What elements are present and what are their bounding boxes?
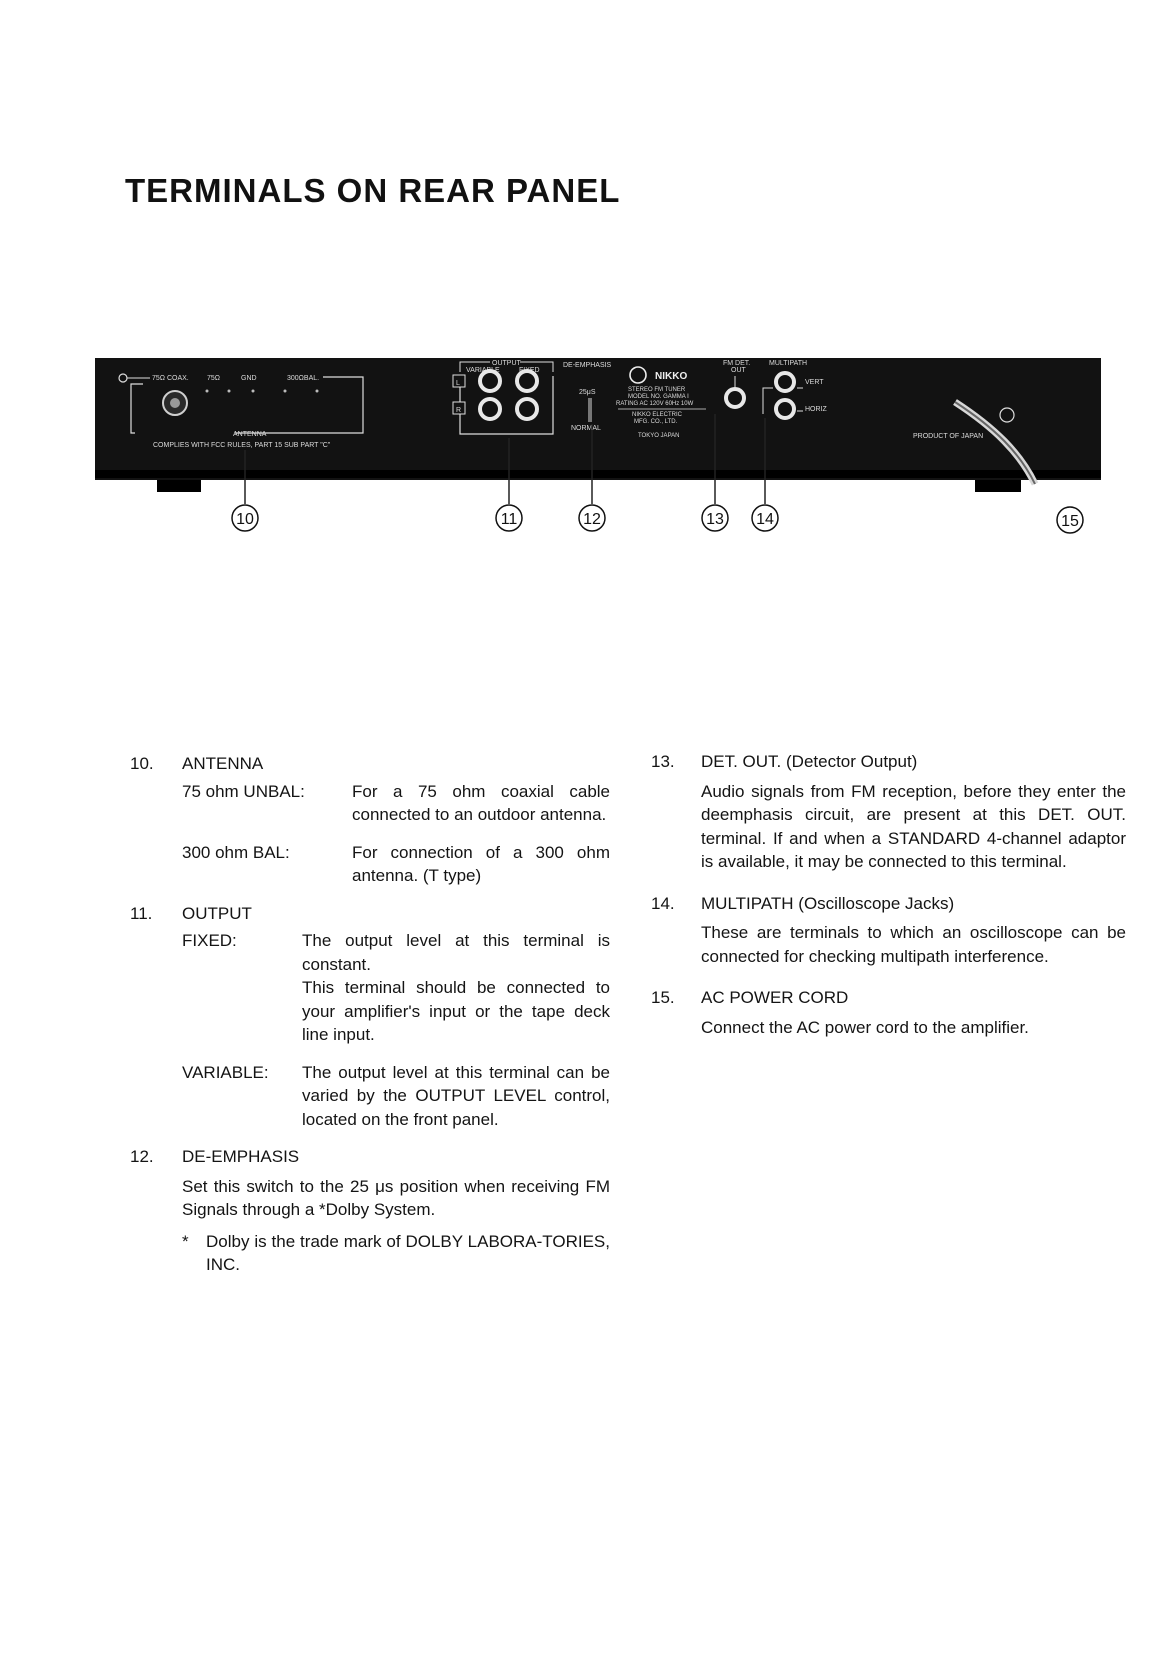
footnote-mark: * (182, 1231, 189, 1251)
panel-label-75: 75Ω (207, 375, 221, 382)
output-variable-row (182, 1061, 610, 1132)
page-title: TERMINALS ON REAR PANEL (125, 172, 621, 209)
panel-label-25us: 25μS (579, 389, 596, 396)
section-11-output (130, 902, 610, 1132)
section-number: 13. (651, 752, 675, 771)
antenna-bal-row (182, 841, 610, 888)
section-number: 15. (651, 988, 675, 1007)
callout-15-number: 15 (1061, 513, 1079, 530)
section-12-deemphasis (130, 1145, 610, 1277)
definition-term: 75 ohm UNBAL: (182, 781, 305, 801)
panel-label-maker2: MFG. CO., LTD. (634, 419, 678, 425)
panel-label-out: OUT (731, 367, 746, 374)
panel-label-fmdet: FM DET. (723, 360, 751, 367)
right-foot (975, 480, 1021, 492)
panel-brand: NIKKO (655, 371, 688, 382)
section-14-multipath (651, 892, 1126, 969)
section-15-ac-power-cord (651, 986, 1126, 1039)
panel-label-product: PRODUCT OF JAPAN (913, 433, 984, 440)
panel-label-horiz: HORIZ (805, 406, 827, 413)
deemphasis-switch-icon (588, 398, 592, 422)
callout-11-number: 11 (500, 511, 518, 528)
left-column (130, 752, 610, 1291)
section-body: Audio signals from FM reception, before they enter the deemphasis circuit, are present at this DET. OUT. terminal. If and when a STANDARD 4-channel adaptor is available, it may be connected to this terminal. (701, 781, 1126, 871)
right-column (651, 750, 1126, 1057)
section-body: These are terminals to which an oscilloscope can be connected for checking multipath interference. (701, 923, 1126, 966)
section-13-det-out (651, 750, 1126, 874)
panel-label-normal: NORMAL (571, 425, 601, 432)
output-fixed-row (182, 929, 610, 1047)
coax-pin-icon (170, 398, 180, 408)
definition-term: FIXED: (182, 931, 237, 950)
definition-term: VARIABLE: (182, 1062, 269, 1082)
rear-panel-illustration (95, 358, 1105, 540)
panel-label-maker1: NIKKO ELECTRIC (632, 412, 683, 418)
panel-label-gnd: GND (241, 375, 257, 382)
section-body: Connect the AC power cord to the amplifier. (701, 1017, 1029, 1037)
section-title: AC POWER CORD (701, 988, 849, 1007)
dolby-footnote (182, 1230, 610, 1277)
section-number: 10. (130, 754, 154, 773)
definition-text: The output level at this terminal can be varied by the OUTPUT LEVEL control, located on the front panel. (302, 1062, 610, 1129)
section-body: Set this switch to the 25 μs position when receiving FM Signals through a *Dolby System. (182, 1176, 610, 1219)
section-title: ANTENNA (182, 754, 264, 773)
definition-text: This terminal should be connected to your amplifier's input or the tape deck line input. (302, 978, 610, 1044)
panel-label-fcc: COMPLIES WITH FCC RULES, PART 15 SUB PART "C" (153, 442, 331, 449)
chassis-bottom-edge (95, 470, 1101, 478)
definition-term: 300 ohm BAL: (182, 842, 290, 862)
panel-label-output: OUTPUT (492, 360, 521, 367)
panel-label-right: R (456, 407, 462, 414)
section-number: 12. (130, 1147, 154, 1166)
panel-label-antenna: ANTENNA (233, 431, 267, 438)
section-number: 14. (651, 893, 675, 913)
panel-label-model: MODEL NO. GAMMA I (628, 394, 689, 400)
panel-label-rating: RATING AC 120V 60Hz 10W (616, 401, 694, 407)
panel-label-multipath: MULTIPATH (769, 360, 808, 367)
section-title: OUTPUT (182, 903, 252, 923)
panel-label-fixed: FIXED (519, 367, 540, 374)
section-title: DET. OUT. (Detector Output) (701, 752, 918, 771)
definition-text: For connection of a 300 ohm antenna. (T type) (352, 842, 610, 885)
callout-10-number: 10 (236, 511, 254, 528)
panel-label-deemphasis: DE-EMPHASIS (563, 362, 612, 369)
panel-label-tuner: STEREO FM TUNER (628, 387, 686, 393)
callout-14-number: 14 (756, 511, 774, 528)
panel-label-coax: 75Ω COAX. (152, 375, 189, 382)
panel-label-300bal: 300ΩBAL. (287, 375, 320, 382)
callout-13-number: 13 (706, 511, 724, 528)
section-number: 11. (130, 903, 153, 923)
panel-label-tokyo: TOKYO JAPAN (638, 433, 680, 439)
definition-text: The output level at this terminal is constant. (302, 931, 610, 974)
section-title: MULTIPATH (Oscilloscope Jacks) (701, 893, 955, 913)
callout-12-number: 12 (583, 511, 601, 528)
panel-label-vert: VERT (805, 379, 824, 386)
panel-label-variable: VARIABLE (466, 367, 500, 374)
definition-text-block (302, 929, 610, 1047)
footnote-text: Dolby is the trade mark of DOLBY LABORA-TORIES, INC. (206, 1231, 610, 1274)
left-foot (157, 480, 201, 492)
panel-label-left: L (456, 380, 460, 387)
rear-panel-svg (95, 358, 1105, 540)
section-10-antenna (130, 752, 610, 888)
definition-text: For a 75 ohm coaxial cable connected to an outdoor antenna. (352, 781, 610, 824)
antenna-unbal-row (182, 780, 610, 827)
section-title: DE-EMPHASIS (182, 1147, 300, 1166)
